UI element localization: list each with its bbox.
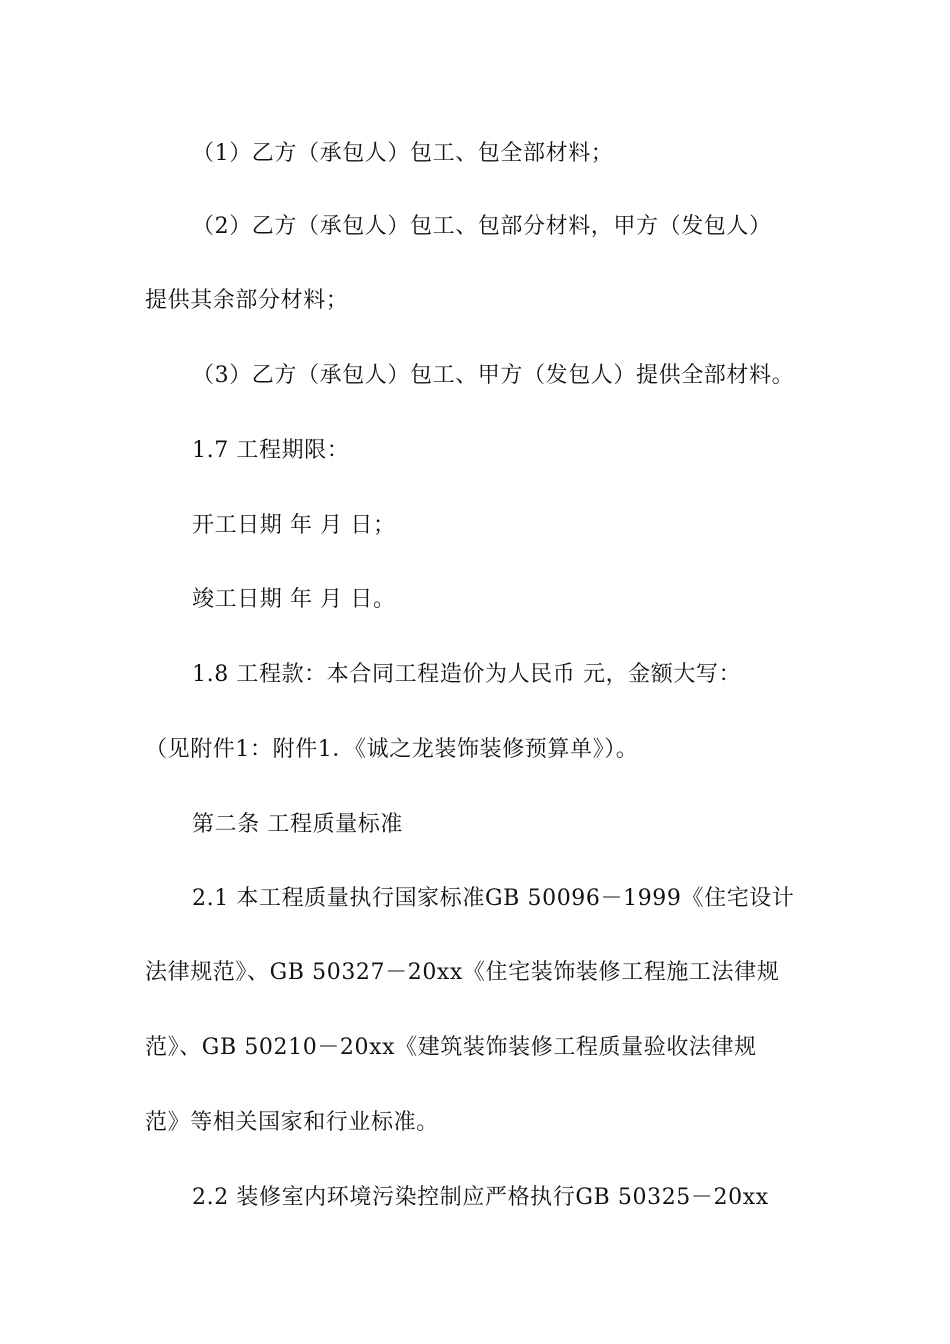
text-line: 提供其余部分材料； (145, 288, 349, 313)
text-line: （1）乙方（承包人）包工、包全部材料； (192, 141, 614, 166)
text-line: 竣工日期 年 月 日。 (192, 587, 396, 612)
text-line: 法律规范》、GB 50327－20xx《住宅装饰装修工程施工法律规 (145, 960, 780, 985)
text-line: 2.1 本工程质量执行国家标准GB 50096－1999《住宅设计 (192, 886, 795, 911)
text-line: 范》、GB 50210－20xx《建筑装饰装修工程质量验收法律规 (145, 1035, 757, 1060)
text-line: 2.2 装修室内环境污染控制应严格执行GB 50325－20xx (192, 1185, 769, 1210)
text-line: 范》等相关国家和行业标准。 (145, 1110, 439, 1135)
text-line: 开工日期 年 月 日； (192, 513, 396, 538)
text-line: 1.8 工程款：本合同工程造价为人民币 元，金额大写： (192, 662, 742, 687)
section-heading: 第二条 工程质量标准 (192, 812, 403, 837)
text-line: （见附件1：附件1．《诚之龙装饰装修预算单》）。 (145, 737, 639, 762)
text-line: 1.7 工程期限： (192, 438, 350, 463)
text-line: （3）乙方（承包人）包工、甲方（发包人）提供全部材料。 (192, 363, 795, 388)
text-line: （2）乙方（承包人）包工、包部分材料，甲方（发包人） (192, 214, 772, 239)
